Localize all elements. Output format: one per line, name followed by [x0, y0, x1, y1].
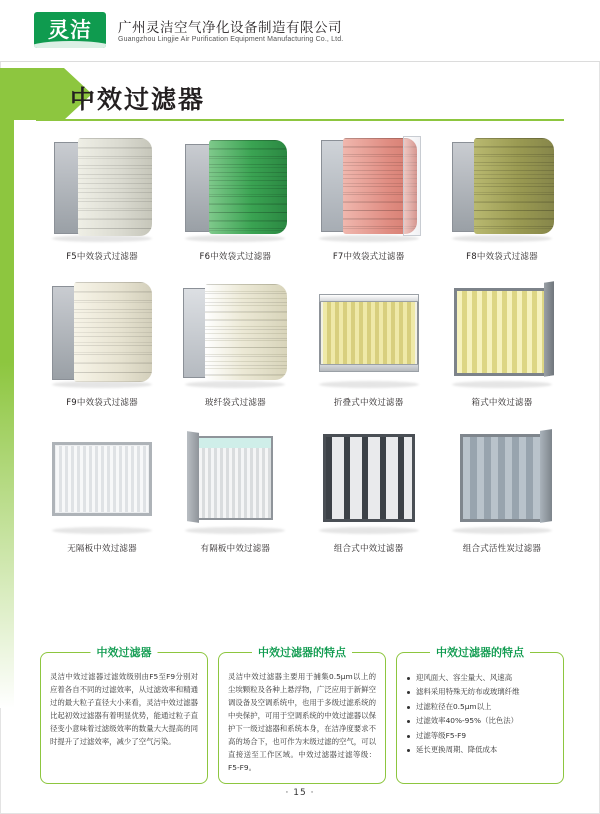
- product-caption: 有隔板中效过滤器: [200, 544, 271, 555]
- product-caption: 无隔板中效过滤器: [67, 544, 137, 555]
- info-boxes: [40, 646, 564, 784]
- v-bank-filter-image: [307, 418, 431, 540]
- logo-text: 灵洁: [48, 17, 92, 42]
- bag-filter-olive-image: [440, 126, 564, 248]
- info-box-title: 中效过滤器: [91, 644, 158, 660]
- product-caption: 玻纤袋式过滤器: [204, 398, 266, 409]
- company-name-en: Guangzhou Lingjie Air Purification Equipment Manufacturing Co., Ltd.: [118, 36, 344, 43]
- feature-item: 过滤效率40%-95%（比色法）: [406, 714, 554, 728]
- title-band: [0, 68, 600, 120]
- logo-swoosh-icon: [34, 41, 106, 48]
- left-accent-bar: [0, 68, 14, 708]
- info-box-overview: [40, 646, 208, 784]
- product-caption: 组合式中效过滤器: [333, 544, 404, 555]
- box-filter-yellow-image: [440, 272, 564, 394]
- product-cell[interactable]: [307, 272, 431, 408]
- product-caption: F7中效袋式过滤器: [332, 252, 405, 262]
- feature-item: 过滤等级F5-F9: [406, 729, 554, 743]
- product-row: [40, 272, 564, 408]
- info-box-title: 中效过滤器的特点: [430, 644, 530, 660]
- info-box-text: 灵洁中效过滤器主要用于捕集0.5μm以上的尘埃颗粒及各种上悬浮物，广泛应用于新鲜空调设备及空调系统中，也用于多级过滤系统的中央保护，可用于空调系统的中效过滤器以保护下一级过滤器和系统本身，在洁净度要求不高的场合下，也可作为末级过滤的空气，可以直接送至工作区域。中效过滤器过滤等级：F5-F9。: [228, 672, 376, 772]
- feature-item: 延长更换周期、降低成本: [406, 743, 554, 757]
- mini-pleat-filter-image: [40, 418, 164, 540]
- product-cell[interactable]: [307, 418, 431, 554]
- product-cell[interactable]: [173, 272, 297, 408]
- info-box-features-1: [218, 646, 386, 784]
- bag-filter-pink-image: [307, 126, 431, 248]
- header-divider: [0, 61, 600, 62]
- page-title: 中效过滤器: [70, 85, 206, 114]
- product-cell[interactable]: [40, 126, 164, 262]
- feature-list: [406, 671, 554, 758]
- product-caption: 折叠式中效过滤器: [333, 398, 404, 409]
- title-underline: [36, 119, 564, 121]
- product-caption: F5中效袋式过滤器: [66, 252, 138, 262]
- info-box-text: 灵洁中效过滤器过滤效级别由F5至F9分别对应着各自不同的过滤效率，从过滤效率和精通过的最大粒子直径大小来看，灵洁中效过滤器比起初效过滤器有着明显优势，能通过粒子直径变小意味着过滤级效率的数量大大提高的同时提升了过滤效率，减少了空气污染。: [50, 672, 198, 746]
- page-number: · 15 ·: [285, 788, 315, 798]
- info-box-features-2: [396, 646, 564, 784]
- bag-filter-fiberglass-image: [173, 272, 297, 394]
- product-cell[interactable]: [440, 418, 564, 554]
- bag-filter-cream-image: [40, 272, 164, 394]
- feature-item: 过滤粒径在0.5μm以上: [406, 700, 554, 714]
- product-caption: 箱式中效过滤器: [471, 398, 533, 409]
- pleated-panel-filter-image: [307, 272, 431, 394]
- product-row: [40, 418, 564, 554]
- product-cell[interactable]: [440, 126, 564, 262]
- product-cell[interactable]: [173, 418, 297, 554]
- company-logo: [34, 12, 106, 48]
- bag-filter-white-image: [40, 126, 164, 248]
- activated-carbon-filter-image: [440, 418, 564, 540]
- company-name-cn: 广州灵洁空气净化设备制造有限公司: [118, 20, 342, 36]
- feature-item: 迎风面大、容尘量大、风速高: [406, 671, 554, 685]
- product-cell[interactable]: [173, 126, 297, 262]
- product-grid: [40, 126, 564, 565]
- product-cell[interactable]: [307, 126, 431, 262]
- product-cell[interactable]: [40, 418, 164, 554]
- product-caption: F8中效袋式过滤器: [466, 252, 538, 262]
- product-caption: F6中效袋式过滤器: [199, 252, 272, 262]
- info-box-title: 中效过滤器的特点: [252, 644, 352, 660]
- product-caption: F9中效袋式过滤器: [66, 398, 138, 409]
- product-caption: 组合式活性炭过滤器: [462, 544, 542, 555]
- product-row: [40, 126, 564, 262]
- feature-item: 滤料采用特殊无纺布或玻璃纤维: [406, 685, 554, 699]
- product-cell[interactable]: [40, 272, 164, 408]
- separator-filter-image: [173, 418, 297, 540]
- page-header: [0, 0, 600, 62]
- bag-filter-green-image: [173, 126, 297, 248]
- product-cell[interactable]: [440, 272, 564, 408]
